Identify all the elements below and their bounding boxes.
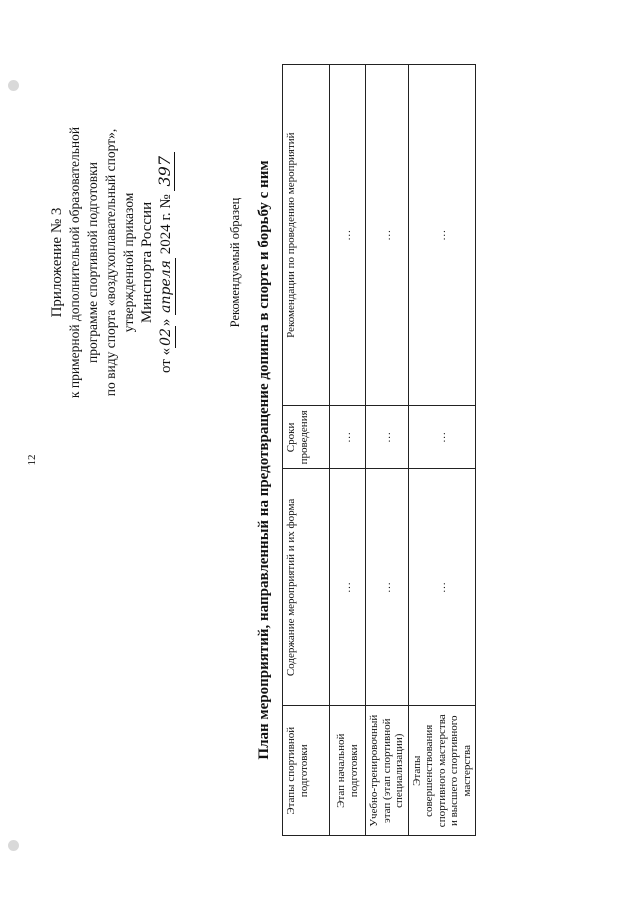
stage-cell: Этап начальной подготовки (330, 706, 366, 836)
recommended-sample: Рекомендуемый образец (228, 197, 242, 328)
column-header: Содержание мероприятий и их форма (283, 469, 330, 706)
timing-cell: … (330, 406, 366, 469)
timing-cell: … (366, 406, 409, 469)
punch-hole (8, 840, 19, 851)
doc-number: 397 (156, 152, 175, 191)
column-header: Сроки проведения (283, 406, 330, 469)
column-header: Этапы спортивной подготовки (283, 706, 330, 836)
content-cell: … (408, 469, 476, 706)
document-title: План мероприятий, направленный на предотвращение допинга в спорте и борьбу с ним (256, 160, 272, 760)
date-prefix: от « (158, 347, 174, 374)
page-number: 12 (26, 454, 38, 466)
date-day: 02 (158, 328, 174, 346)
punch-hole (8, 80, 19, 91)
table-header-row (283, 65, 330, 836)
column-header: Рекомендации по проведению мероприятий (283, 65, 330, 406)
recommendation-cell: … (330, 65, 366, 406)
content-cell: … (366, 469, 409, 706)
recommendation-cell: … (408, 65, 476, 406)
order-date-line (156, 95, 176, 430)
plan-table (282, 64, 476, 836)
rotated-content (20, 20, 620, 900)
table-row (366, 65, 409, 836)
timing-cell: … (408, 406, 476, 469)
appendix-line: к примерной дополнительной образовательной (67, 126, 82, 399)
appendix-line: утвержденной приказом (121, 192, 136, 333)
table-row (408, 65, 476, 836)
date-mid: » (158, 318, 174, 327)
stage-cell: Этапы совершенствования спортивного мастерства и высшего спортивного мастерства (408, 706, 476, 836)
appendix-line: по виду спорта «воздухоплавательный спорт», (103, 128, 118, 397)
content-cell: … (330, 469, 366, 706)
date-year: 2024 г. № (158, 194, 174, 255)
table-row (330, 65, 366, 836)
appendix-line: программе спортивной подготовки (85, 162, 100, 363)
appendix-line: Минспорта России (139, 201, 155, 324)
recommendation-cell: … (366, 65, 409, 406)
appendix-line: Приложение № 3 (49, 207, 65, 318)
stage-cell: Учебно-тренировочный этап (этап спортивной специализации) (366, 706, 409, 836)
date-month: апреля (158, 260, 174, 313)
appendix-header (48, 95, 176, 430)
